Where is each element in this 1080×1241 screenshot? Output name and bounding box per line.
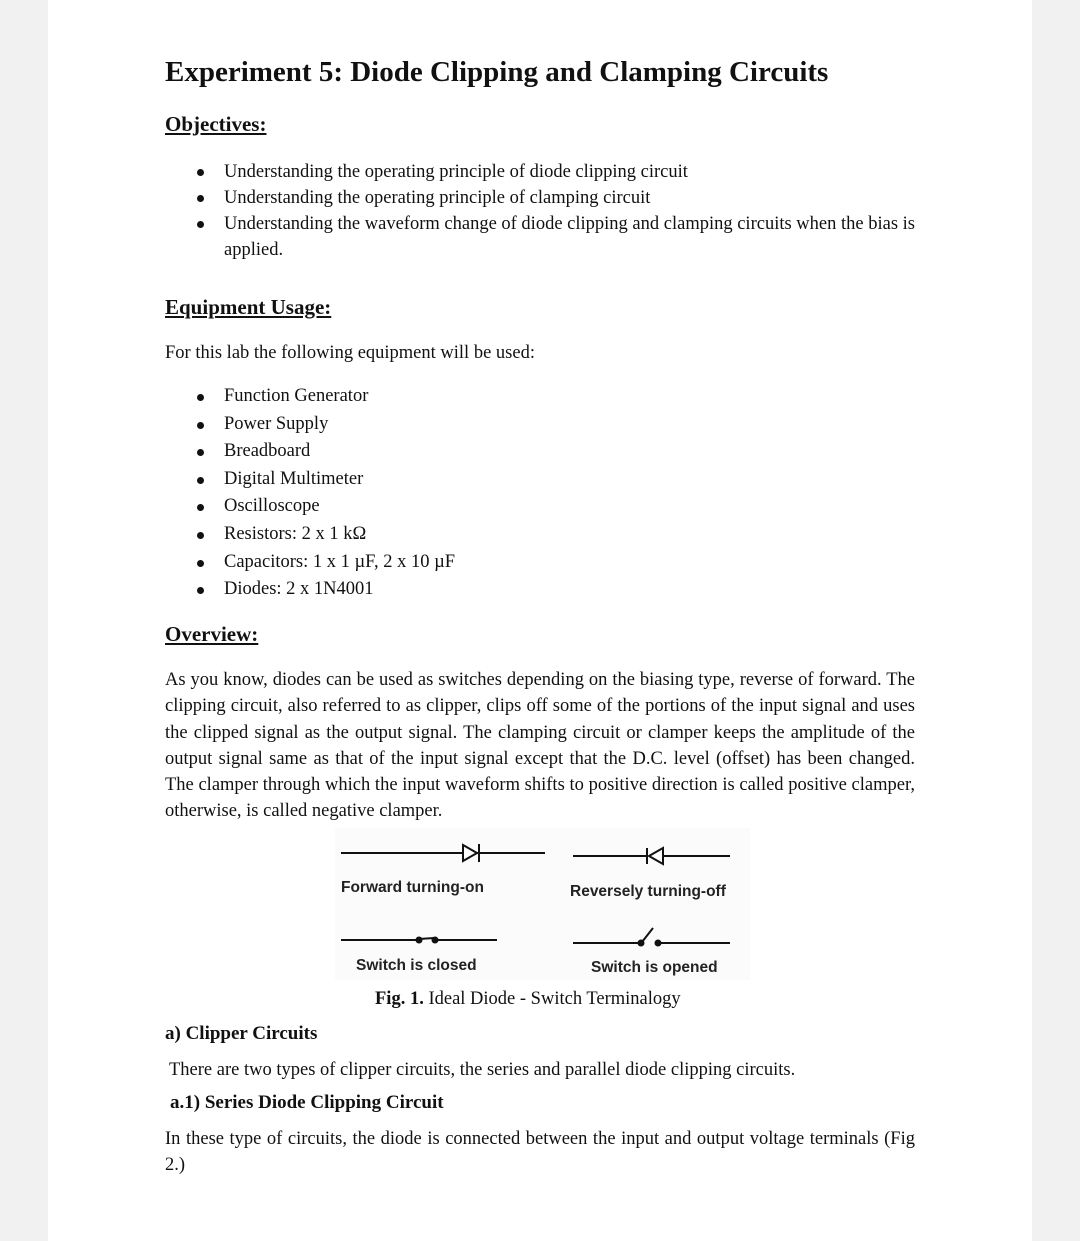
label-closed: Switch is closed	[356, 957, 477, 974]
equipment-intro: For this lab the following equipment will be used:	[165, 343, 535, 363]
reverse-diode-icon	[573, 848, 730, 864]
list-item: Capacitors: 1 x 1 µF, 2 x 10 µF	[165, 549, 915, 577]
closed-switch-icon	[341, 938, 497, 943]
page-title: Experiment 5: Diode Clipping and Clamping Circuits	[165, 56, 829, 88]
forward-diode-icon	[341, 844, 545, 862]
overview-heading: Overview:	[165, 622, 259, 646]
series-clipper-text: In these type of circuits, the diode is connected between the input and output voltage terminals (Fig 2.)	[165, 1129, 915, 1176]
caption-text: Ideal Diode - Switch Terminalogy	[428, 989, 681, 1009]
figure-diode-switch	[335, 828, 750, 980]
caption-number: Fig. 1.	[375, 989, 424, 1009]
opened-switch-icon	[573, 928, 730, 946]
clipper-heading: a) Clipper Circuits	[165, 1023, 318, 1044]
list-item: Resistors: 2 x 1 kΩ	[165, 521, 915, 549]
label-forward: Forward turning-on	[341, 879, 484, 896]
overview-paragraph: As you know, diodes can be used as switches depending on the biasing type, reverse of forward. The clipping circuit, also referred to as clipper, clips off some of the portions of the input signal and uses the clipped signal as the output signal. The clamping circuit or clamper keeps the amplitude of the output signal same as that of the input signal except that the D.C. level (offset) has been changed. The clamper through which the input waveform shifts to positive direction is called positive clamper, otherwise, is called negative clamper.	[165, 670, 915, 822]
objectives-heading: Objectives:	[165, 112, 267, 136]
label-reverse: Reversely turning-off	[570, 883, 726, 900]
clipper-intro: There are two types of clipper circuits, the series and parallel diode clipping circuits.	[169, 1060, 796, 1080]
list-item: Understanding the waveform change of diode clipping and clamping circuits when the bias is applied.	[165, 211, 915, 263]
list-item: Understanding the operating principle of clamping circuit	[165, 185, 915, 211]
list-item: Understanding the operating principle of diode clipping circuit	[165, 159, 915, 185]
list-item: Oscilloscope	[165, 493, 915, 521]
objectives-list	[165, 159, 915, 263]
label-opened: Switch is opened	[591, 959, 718, 976]
list-item: Diodes: 2 x 1N4001	[165, 576, 915, 604]
list-item: Function Generator	[165, 383, 915, 411]
series-clipper-heading: a.1) Series Diode Clipping Circuit	[170, 1092, 444, 1113]
list-item: Breadboard	[165, 438, 915, 466]
equipment-list	[165, 383, 915, 604]
equipment-heading: Equipment Usage:	[165, 295, 332, 319]
figure-caption	[375, 989, 681, 1010]
document-page	[48, 0, 1032, 1241]
list-item: Power Supply	[165, 411, 915, 439]
list-item: Digital Multimeter	[165, 466, 915, 494]
